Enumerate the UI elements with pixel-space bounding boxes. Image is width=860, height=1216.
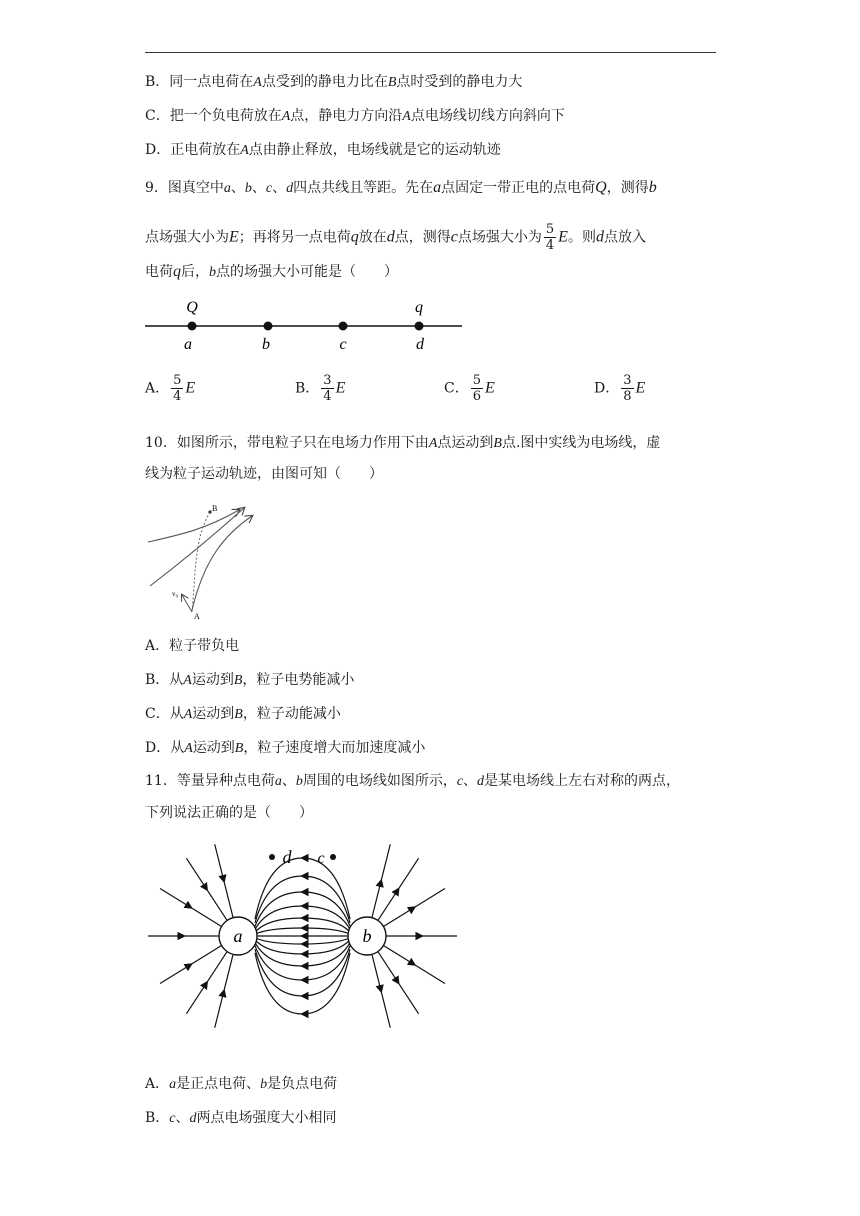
- q11-option-a: A．a是正点电荷、b是负点电荷: [145, 1076, 338, 1092]
- field-line-out-of-b: [383, 946, 444, 984]
- q9-option-c: C． $\frac{5}{6}$ E: [444, 373, 495, 404]
- q9-option-a: A． $\frac{5}{4}$ E: [145, 373, 196, 404]
- point-d: [415, 322, 424, 331]
- q8-option-d: D．正电荷放在A点由静止释放，电场线就是它的运动轨迹: [145, 142, 501, 158]
- header-rule: [145, 52, 716, 53]
- field-line-into-a: [160, 946, 221, 984]
- label-a: a: [184, 336, 192, 353]
- point-b: [264, 322, 273, 331]
- point-a: [188, 322, 197, 331]
- field-line-into-a: [160, 889, 221, 927]
- label-b: b: [362, 926, 372, 946]
- q10-field-lines-figure: [144, 500, 269, 625]
- label-a: a: [233, 926, 243, 946]
- question-number: 9．: [145, 180, 168, 196]
- label-c: c: [317, 850, 325, 867]
- label-Q: Q: [186, 299, 198, 316]
- q8-option-b: B．同一点电荷在A点受到的静电力比在B点时受到的静电力大: [145, 74, 523, 90]
- label-q: q: [415, 299, 423, 316]
- q9-option-d: D． $\frac{3}{8}$ E: [594, 373, 646, 404]
- q10-option-c: C．从A运动到B，粒子动能减小: [145, 706, 341, 722]
- q9-option-b: B． $\frac{3}{4}$ E: [295, 373, 346, 404]
- field-line-connecting: [255, 938, 350, 944]
- q11-dipole-field-figure: [148, 832, 458, 1042]
- question-number: 11．: [145, 773, 177, 789]
- field-line-connecting: [255, 876, 350, 923]
- field-line-out-of-b: [383, 889, 444, 927]
- q9-stem-line-2: 点场强大小为E；再将另一点电荷q放在d点，测得c点场强大小为 $\frac{5}{4}$ E。则d点放入: [145, 222, 646, 253]
- q10-stem-line-2: 线为粒子运动轨迹，由图可知（ ）: [145, 466, 383, 482]
- label-d: d: [282, 847, 292, 867]
- point-d: [269, 854, 275, 860]
- label-d: d: [416, 336, 424, 353]
- q9-collinear-points-figure: [140, 292, 470, 358]
- q10-option-b: B．从A运动到B，粒子电势能减小: [145, 672, 355, 688]
- field-line-connecting: [255, 949, 350, 996]
- q10-stem-line-1: 10．如图所示，带电粒子只在电场力作用下由A点运动到B点.图中实线为电场线，虚: [145, 435, 661, 451]
- field-line-connecting: [255, 953, 350, 1014]
- label-B: B: [212, 504, 218, 513]
- q11-stem-line-1: 11．等量异种点电荷a、b周围的电场线如图所示，c、d是某电场线上左右对称的两点，: [145, 773, 681, 789]
- question-number: 10．: [145, 435, 177, 451]
- q9-stem-line-3: 电荷q后，b点的场强大小可能是（ ）: [145, 263, 398, 280]
- label-c: c: [339, 336, 347, 353]
- field-line-connecting: [255, 892, 350, 926]
- q9-stem-line-1: 9．图真空中a、b、c、d四点共线且等距。先在a点固定一带正电的点电荷Q，测得b: [145, 179, 657, 196]
- field-line-connecting: [255, 928, 350, 934]
- q10-option-d: D．从A运动到B，粒子速度增大而加速度减小: [145, 740, 426, 756]
- field-line-connecting: [255, 858, 350, 919]
- label-v0: v₀: [172, 590, 178, 598]
- point-c: [339, 322, 348, 331]
- label-A: A: [194, 612, 200, 621]
- fraction: $\frac{5}{4}$: [545, 222, 555, 253]
- point-c: [330, 854, 336, 860]
- q10-option-a: A．粒子带负电: [145, 638, 240, 654]
- field-line-connecting: [255, 946, 350, 980]
- q11-stem-line-2: 下列说法正确的是（ ）: [145, 805, 313, 821]
- q11-option-b: B．c、d两点电场强度大小相同: [145, 1110, 337, 1126]
- q8-option-c: C．把一个负电荷放在A点，静电力方向沿A点电场线切线方向斜向下: [145, 108, 565, 124]
- label-b: b: [262, 336, 270, 353]
